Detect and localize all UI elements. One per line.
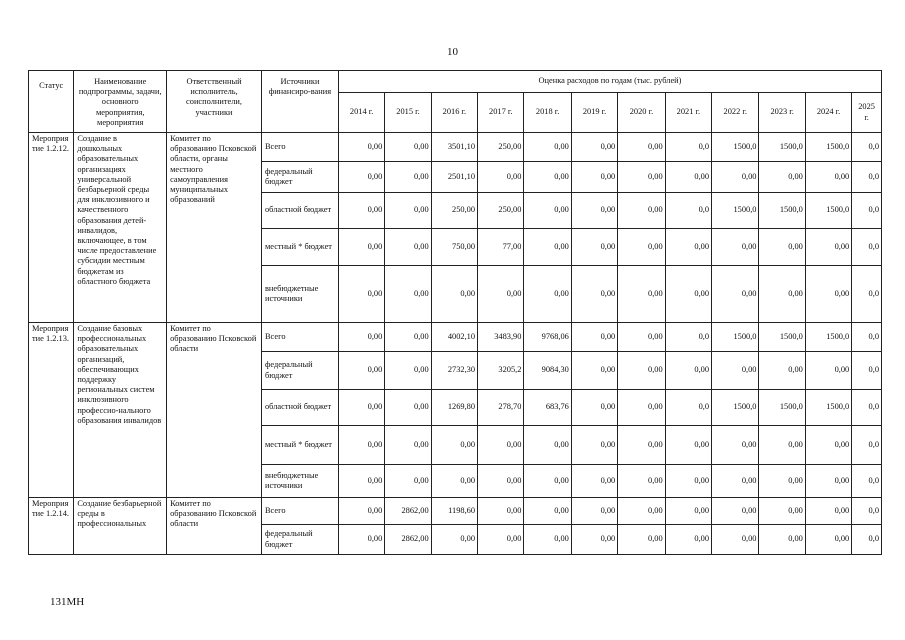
value-cell: 0,00 [385,323,431,352]
value-cell: 0,00 [665,229,711,266]
value-cell: 1500,0 [805,133,851,162]
value-cell: 0,00 [805,162,851,193]
header-year: 2016 г. [431,93,477,133]
value-cell: 0,00 [478,426,524,465]
value-cell: 0,00 [431,525,477,555]
value-cell: 0,00 [618,323,665,352]
value-cell: 0,0 [852,229,882,266]
value-cell: 0,00 [665,352,711,390]
value-cell: 278,70 [478,390,524,426]
value-cell: 0,00 [571,193,617,229]
value-cell: 0,00 [524,266,571,323]
header-sources: Источники финансиро-вания [261,71,338,133]
value-cell: 0,00 [478,465,524,498]
value-cell: 0,0 [852,426,882,465]
value-cell: 0,00 [805,266,851,323]
source-cell: федеральный бюджет [261,162,338,193]
value-cell: 0,00 [478,525,524,555]
table-row [29,323,882,352]
value-cell: 250,00 [478,193,524,229]
value-cell: 0,00 [618,525,665,555]
value-cell: 0,00 [338,465,384,498]
header-year: 2015 г. [385,93,431,133]
value-cell: 0,0 [665,133,711,162]
value-cell: 0,00 [805,352,851,390]
value-cell: 0,00 [431,465,477,498]
value-cell: 0,00 [478,266,524,323]
value-cell: 0,00 [385,352,431,390]
value-cell: 0,00 [759,498,805,525]
value-cell: 0,0 [852,162,882,193]
value-cell: 0,00 [338,162,384,193]
value-cell: 0,00 [665,266,711,323]
source-cell: Всего [261,323,338,352]
value-cell: 2862,00 [385,525,431,555]
value-cell: 0,00 [338,266,384,323]
value-cell: 0,00 [338,525,384,555]
value-cell: 1500,0 [805,390,851,426]
measure-name-cell: Создание базовых профессиональных образовательных организаций, обеспечивающих поддержку региональных систем инклюзивного профессио-нального образования инвалидов [74,323,167,498]
status-cell: Мероприятие 1.2.13. [29,323,74,498]
value-cell: 0,00 [524,426,571,465]
value-cell: 0,00 [805,465,851,498]
value-cell: 0,00 [478,498,524,525]
value-cell: 0,00 [385,465,431,498]
source-cell: федеральный бюджет [261,352,338,390]
source-cell: областной бюджет [261,193,338,229]
header-year: 2022 г. [712,93,759,133]
value-cell: 0,00 [712,465,759,498]
value-cell: 0,00 [571,390,617,426]
value-cell: 0,00 [759,525,805,555]
value-cell: 0,0 [852,525,882,555]
value-cell: 0,00 [338,352,384,390]
value-cell: 0,00 [524,525,571,555]
value-cell: 0,0 [852,323,882,352]
value-cell: 0,00 [759,426,805,465]
value-cell: 0,00 [618,193,665,229]
source-cell: местный * бюджет [261,426,338,465]
value-cell: 0,00 [759,229,805,266]
value-cell: 1500,0 [712,133,759,162]
executor-cell: Комитет по образованию Псковской области, органы местного самоуправления муниципальных образований [167,133,262,323]
value-cell: 0,00 [571,498,617,525]
value-cell: 250,00 [478,133,524,162]
value-cell: 0,00 [571,323,617,352]
header-year: 2018 г. [524,93,571,133]
value-cell: 0,0 [852,498,882,525]
value-cell: 0,0 [852,465,882,498]
page-number: 10 [447,46,458,58]
value-cell: 9084,30 [524,352,571,390]
value-cell: 0,0 [665,323,711,352]
value-cell: 0,00 [618,266,665,323]
value-cell: 0,00 [712,229,759,266]
value-cell: 0,00 [665,162,711,193]
value-cell: 1500,0 [759,323,805,352]
value-cell: 0,00 [338,193,384,229]
value-cell: 0,0 [852,133,882,162]
value-cell: 1500,0 [712,323,759,352]
source-cell: внебюджетные источники [261,266,338,323]
value-cell: 0,0 [665,390,711,426]
value-cell: 0,00 [385,133,431,162]
executor-cell: Комитет по образованию Псковской области [167,498,262,555]
header-year: 2020 г. [618,93,665,133]
header-estimate: Оценка расходов по годам (тыс. рублей) [338,71,881,93]
value-cell: 250,00 [431,193,477,229]
value-cell: 2862,00 [385,498,431,525]
value-cell: 0,00 [805,525,851,555]
value-cell: 0,00 [618,390,665,426]
value-cell: 0,00 [712,266,759,323]
value-cell: 0,00 [665,465,711,498]
value-cell: 0,00 [712,426,759,465]
header-year: 2024 г. [805,93,851,133]
source-cell: областной бюджет [261,390,338,426]
header-year: 2014 г. [338,93,384,133]
value-cell: 4002,10 [431,323,477,352]
value-cell: 0,00 [338,323,384,352]
value-cell: 0,0 [852,352,882,390]
value-cell: 2501,10 [431,162,477,193]
value-cell: 0,00 [571,133,617,162]
header-year: 2025 г. [852,93,882,133]
value-cell: 0,00 [665,426,711,465]
table-row [29,498,882,525]
value-cell: 0,0 [852,390,882,426]
value-cell: 0,00 [805,229,851,266]
value-cell: 1500,0 [712,390,759,426]
value-cell: 1500,0 [759,133,805,162]
value-cell: 1269,80 [431,390,477,426]
measure-name-cell: Создание в дошкольных образовательных организациях универсальной безбарьерной среды для инклюзивного и качественного образования детей-инвалидов, включающее, в том числе предоставление субсидии местным бюджетам из областного бюджета [74,133,167,323]
value-cell: 0,0 [665,193,711,229]
value-cell: 0,00 [524,133,571,162]
measure-name-cell: Создание безбарьерной среды в профессиональных [74,498,167,555]
header-year: 2023 г. [759,93,805,133]
value-cell: 0,00 [759,266,805,323]
value-cell: 0,00 [571,426,617,465]
executor-cell: Комитет по образованию Псковской области [167,323,262,498]
value-cell: 0,00 [571,162,617,193]
status-cell: Мероприятие 1.2.14. [29,498,74,555]
value-cell: 0,00 [478,162,524,193]
value-cell: 0,00 [385,162,431,193]
source-cell: федеральный бюджет [261,525,338,555]
value-cell: 3501,10 [431,133,477,162]
footer-code: 131МН [50,596,85,608]
value-cell: 0,00 [712,498,759,525]
value-cell: 3205,2 [478,352,524,390]
value-cell: 0,00 [385,229,431,266]
value-cell: 0,00 [618,465,665,498]
source-cell: местный * бюджет [261,229,338,266]
source-cell: Всего [261,498,338,525]
header-year: 2017 г. [478,93,524,133]
value-cell: 0,00 [385,266,431,323]
value-cell: 0,00 [338,498,384,525]
value-cell: 1500,0 [805,323,851,352]
status-cell: Мероприятие 1.2.12. [29,133,74,323]
value-cell: 0,00 [665,525,711,555]
value-cell: 0,0 [852,193,882,229]
value-cell: 0,00 [385,390,431,426]
value-cell: 1500,0 [759,390,805,426]
value-cell: 0,00 [338,426,384,465]
value-cell: 0,00 [338,229,384,266]
value-cell: 0,00 [759,352,805,390]
value-cell: 1500,0 [805,193,851,229]
header-name: Наименование подпрограммы, задачи, основного мероприятия, мероприятия [74,71,167,133]
header-year: 2021 г. [665,93,711,133]
value-cell: 1198,60 [431,498,477,525]
value-cell: 0,00 [431,266,477,323]
expenditure-table [28,70,882,555]
header-executor: Ответственный исполнитель, соисполнители, участники [167,71,262,133]
value-cell: 0,00 [712,162,759,193]
value-cell: 1500,0 [759,193,805,229]
value-cell: 0,00 [524,193,571,229]
value-cell: 0,00 [712,525,759,555]
value-cell: 1500,0 [712,193,759,229]
value-cell: 0,00 [571,465,617,498]
source-cell: Всего [261,133,338,162]
value-cell: 0,00 [759,162,805,193]
value-cell: 0,00 [571,229,617,266]
value-cell: 0,00 [338,390,384,426]
value-cell: 0,00 [385,193,431,229]
value-cell: 0,00 [805,426,851,465]
value-cell: 0,00 [618,162,665,193]
value-cell: 0,00 [618,352,665,390]
value-cell: 0,00 [571,525,617,555]
value-cell: 0,00 [618,133,665,162]
value-cell: 0,00 [618,229,665,266]
value-cell: 0,00 [385,426,431,465]
value-cell: 0,00 [571,266,617,323]
value-cell: 0,00 [665,498,711,525]
header-status: Статус [29,71,74,133]
value-cell: 0,00 [759,465,805,498]
value-cell: 3483,90 [478,323,524,352]
value-cell: 0,00 [524,229,571,266]
value-cell: 683,76 [524,390,571,426]
value-cell: 0,00 [571,352,617,390]
value-cell: 0,00 [618,498,665,525]
value-cell: 0,0 [852,266,882,323]
value-cell: 0,00 [805,498,851,525]
value-cell: 0,00 [524,498,571,525]
table-row [29,133,882,162]
source-cell: внебюджетные источники [261,465,338,498]
value-cell: 77,00 [478,229,524,266]
value-cell: 0,00 [618,426,665,465]
value-cell: 0,00 [524,162,571,193]
value-cell: 2732,30 [431,352,477,390]
value-cell: 750,00 [431,229,477,266]
value-cell: 9768,06 [524,323,571,352]
value-cell: 0,00 [712,352,759,390]
value-cell: 0,00 [524,465,571,498]
value-cell: 0,00 [431,426,477,465]
value-cell: 0,00 [338,133,384,162]
header-year: 2019 г. [571,93,617,133]
